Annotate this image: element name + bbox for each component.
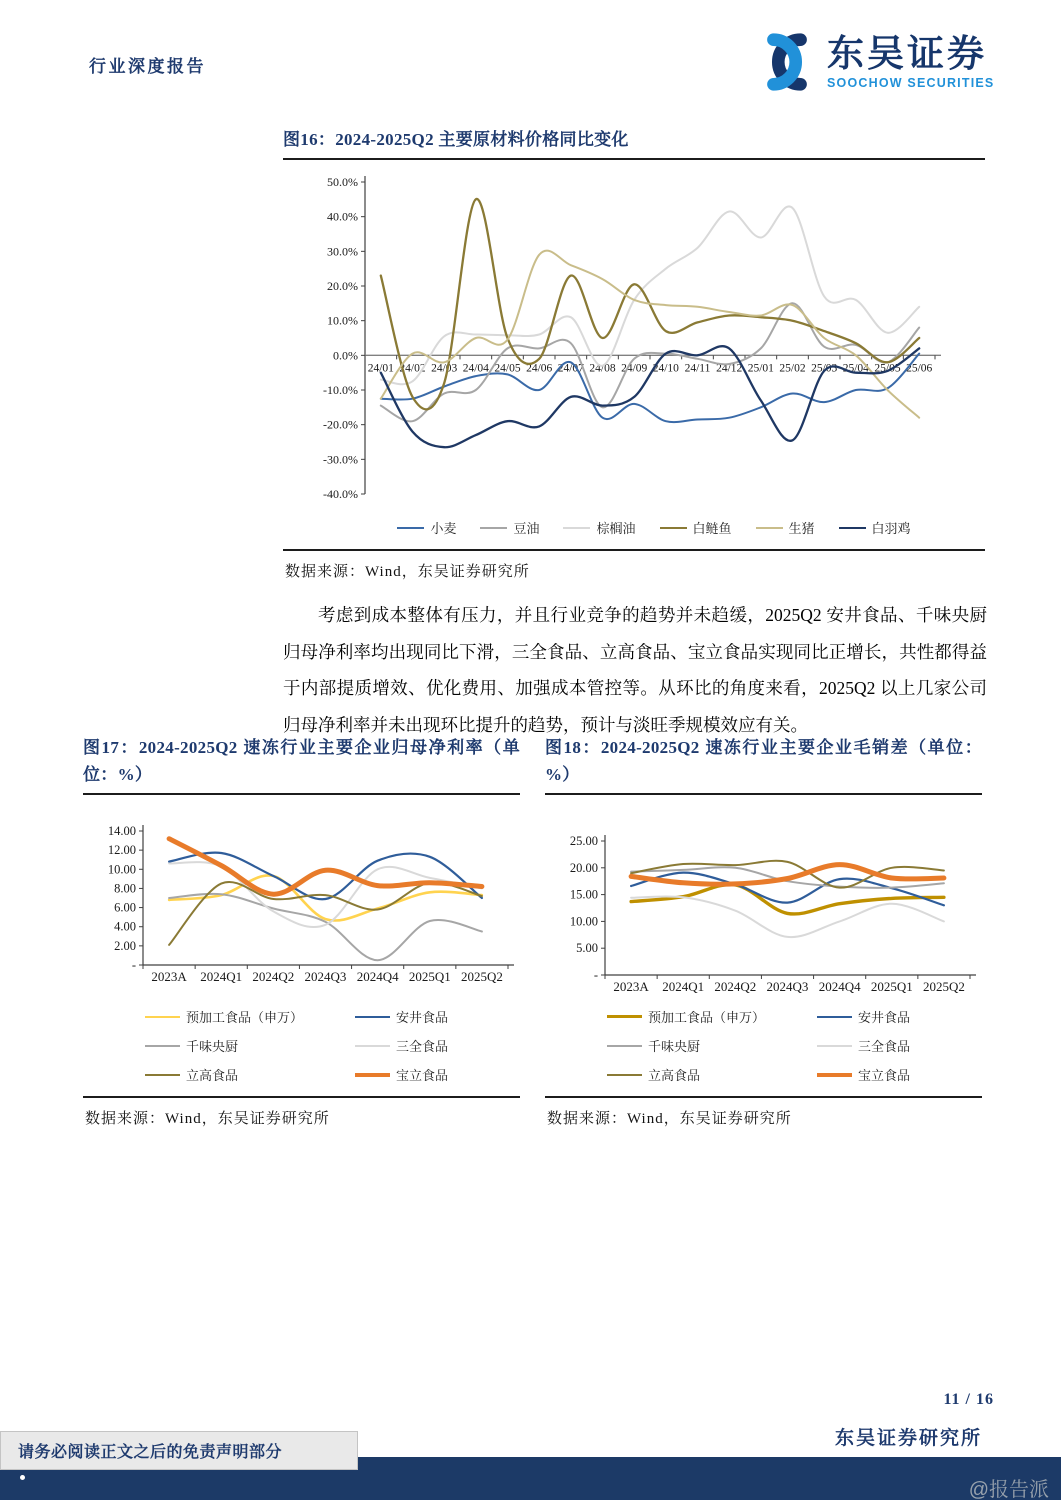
x-tick-label: 24/11 — [684, 362, 711, 375]
y-tick-label: 4.00 — [114, 919, 136, 934]
legend-item — [480, 518, 539, 537]
x-tick-label: 24/08 — [589, 362, 616, 375]
legend-item — [145, 1036, 355, 1055]
y-tick-label: 10.00 — [107, 862, 136, 877]
legend-item — [817, 1036, 982, 1055]
series-line-1 — [381, 303, 919, 421]
y-tick-label: -30.0% — [323, 452, 358, 467]
figure17-source: 数据来源：Wind，东吴证券研究所 — [85, 1111, 330, 1127]
y-tick-label: 15.00 — [569, 887, 598, 902]
footer-institute: 东吴证券研究所 — [834, 1428, 982, 1449]
y-tick-label: 10.0% — [327, 313, 358, 328]
x-tick-label: 25/02 — [779, 362, 806, 375]
legend-swatch — [756, 527, 783, 529]
figure17-legend — [83, 1007, 520, 1084]
figure16-top-rule — [283, 158, 985, 160]
figure16-legend — [323, 518, 985, 537]
figure-17 — [83, 734, 520, 1138]
y-tick-label: 20.00 — [569, 860, 598, 875]
legend-item — [607, 1007, 817, 1026]
figure16-title: 图16：2024-2025Q2 主要原材料价格同比变化 — [283, 130, 629, 149]
legend-swatch — [607, 1015, 642, 1018]
y-tick-label: 30.0% — [327, 244, 358, 259]
legend-label: 安井食品 — [396, 1010, 449, 1025]
legend-swatch — [607, 1045, 642, 1047]
y-tick-label: 2.00 — [114, 938, 136, 953]
x-tick-label: 2024Q3 — [766, 979, 809, 994]
x-tick-label: 25/04 — [842, 362, 869, 375]
legend-label: 生猪 — [788, 521, 815, 536]
legend-swatch — [817, 1045, 852, 1047]
x-tick-label: 24/12 — [716, 362, 743, 375]
legend-item — [355, 1065, 520, 1084]
legend-swatch — [355, 1045, 390, 1047]
legend-label: 安井食品 — [858, 1010, 911, 1025]
y-tick-label: -20.0% — [323, 417, 358, 432]
brand-logo-text — [827, 34, 994, 91]
legend-label: 三全食品 — [396, 1039, 449, 1054]
x-tick-label: 2024Q4 — [818, 979, 861, 994]
figure18-title: 图18：2024-2025Q2 速冻行业主要企业毛销差（单位：%） — [545, 738, 982, 784]
y-tick-label: 25.00 — [569, 834, 598, 848]
legend-item — [660, 518, 732, 537]
x-tick-label: 25/06 — [906, 362, 933, 375]
legend-label: 预加工食品（申万） — [186, 1010, 304, 1025]
legend-swatch — [355, 1073, 390, 1077]
x-tick-label: 2025Q1 — [870, 979, 913, 994]
y-tick-label: 14.00 — [107, 824, 136, 838]
legend-swatch — [607, 1074, 642, 1076]
legend-item — [355, 1007, 520, 1026]
legend-swatch — [817, 1016, 852, 1018]
y-tick-label: 12.00 — [107, 843, 136, 858]
legend-item — [756, 518, 815, 537]
brand-name-cn: 东吴证券 — [827, 33, 987, 75]
figure18-top-rule — [545, 793, 982, 795]
y-tick-label: 5.00 — [576, 941, 598, 956]
x-tick-label: 24/10 — [652, 362, 679, 375]
legend-label: 宝立食品 — [858, 1068, 911, 1083]
x-tick-label: 2024Q3 — [304, 969, 347, 984]
legend-swatch — [480, 527, 507, 529]
x-tick-label: 24/03 — [431, 362, 458, 375]
x-tick-label: 2023A — [151, 969, 187, 984]
x-tick-label: 2023A — [613, 979, 649, 994]
x-tick-label: 2024Q2 — [714, 979, 757, 994]
body-paragraph: 考虑到成本整体有压力，并且行业竞争的趋势并未趋缓，2025Q2 安井食品、千味央厨归母净利率均出现同比下滑，三全食品、立高食品、宝立食品实现同比正增长，共性都得益于内部提质增效、优化费用、加强成本管控等。从环比的角度来看，2025Q2 以上几家公司归母净利率并未出现环比提升的趋势，预计与淡旺季规模效应有关。 — [283, 605, 987, 735]
figure17-top-rule — [83, 793, 520, 795]
x-tick-label: 24/05 — [494, 362, 521, 375]
legend-label: 豆油 — [513, 521, 540, 536]
legend-item — [397, 518, 456, 537]
x-tick-label: 2025Q2 — [922, 979, 965, 994]
legend-swatch — [145, 1074, 180, 1076]
legend-label: 三全食品 — [858, 1039, 911, 1054]
watermark: @报告派 — [968, 1479, 1049, 1501]
x-tick-label: 24/01 — [367, 362, 394, 375]
legend-swatch — [355, 1016, 390, 1018]
legend-swatch — [817, 1073, 852, 1077]
y-tick-label: 50.0% — [327, 175, 358, 189]
report-type-label: 行业深度报告 — [89, 57, 206, 76]
legend-item — [145, 1065, 355, 1084]
figure-18 — [545, 734, 982, 1138]
figure17-chart — [83, 813, 520, 1003]
x-tick-label: 25/03 — [811, 362, 838, 375]
legend-label: 宝立食品 — [396, 1068, 449, 1083]
figure18-legend — [545, 1007, 982, 1084]
legend-item — [563, 518, 635, 537]
y-tick-label: 6.00 — [114, 900, 136, 915]
x-tick-label: 24/07 — [557, 362, 584, 375]
brand-name-en: SOOCHOW SECURITIES — [827, 76, 995, 91]
legend-label: 白鲢鱼 — [692, 521, 732, 536]
y-tick-label: 8.00 — [114, 881, 136, 896]
x-tick-label: 2024Q4 — [356, 969, 399, 984]
x-tick-label: 24/06 — [526, 362, 553, 375]
legend-item — [817, 1007, 982, 1026]
y-tick-label: 10.00 — [569, 914, 598, 929]
fig18-plot — [545, 813, 982, 1003]
legend-item — [839, 518, 911, 537]
legend-label: 棕榈油 — [596, 521, 636, 536]
legend-swatch — [839, 527, 866, 529]
legend-swatch — [145, 1045, 180, 1047]
legend-swatch — [397, 527, 424, 529]
disclaimer-text: 请务必阅读正文之后的免责声明部分 — [18, 1444, 283, 1461]
x-tick-label: 2024Q1 — [662, 979, 705, 994]
y-tick-label: - — [593, 968, 598, 982]
series-line-2 — [169, 894, 482, 960]
legend-label: 预加工食品（申万） — [648, 1010, 766, 1025]
y-tick-label: - — [131, 958, 136, 972]
legend-swatch — [145, 1016, 180, 1018]
figure18-chart — [545, 813, 982, 1003]
series-line-0 — [381, 354, 919, 423]
legend-label: 立高食品 — [186, 1068, 239, 1083]
x-tick-label: 25/01 — [747, 362, 774, 375]
legend-label: 立高食品 — [648, 1068, 701, 1083]
x-tick-label: 24/09 — [621, 362, 648, 375]
legend-label: 白羽鸡 — [871, 521, 911, 536]
legend-item — [817, 1065, 982, 1084]
figure18-source: 数据来源：Wind，东吴证券研究所 — [547, 1111, 792, 1127]
brand-logo — [756, 31, 994, 93]
y-tick-label: 20.0% — [327, 279, 358, 293]
x-tick-label: 25/05 — [874, 362, 901, 375]
bullet-dot — [20, 1475, 25, 1480]
page-indicator: 11 / 16 — [943, 1391, 994, 1408]
legend-label: 小麦 — [430, 521, 457, 536]
figure-16 — [283, 126, 985, 591]
legend-item — [607, 1065, 817, 1084]
x-tick-label: 24/04 — [462, 362, 489, 375]
x-tick-label: 24/02 — [399, 362, 426, 375]
y-tick-label: -40.0% — [323, 487, 358, 501]
legend-label: 千味央厨 — [186, 1039, 239, 1054]
y-tick-label: 40.0% — [327, 209, 358, 224]
legend-swatch — [660, 527, 687, 529]
y-tick-label: -10.0% — [323, 383, 358, 397]
x-tick-label: 2024Q2 — [252, 969, 295, 984]
legend-item — [145, 1007, 355, 1026]
x-tick-label: 2025Q1 — [408, 969, 451, 984]
figure16-source: 数据来源：Wind，东吴证券研究所 — [285, 564, 530, 580]
x-tick-label: 2025Q2 — [460, 969, 503, 984]
y-tick-label: 0.0% — [333, 348, 358, 363]
figure17-title: 图17：2024-2025Q2 速冻行业主要企业归母净利率（单位：%） — [83, 738, 520, 784]
legend-swatch — [563, 527, 590, 529]
fig17-plot — [83, 813, 520, 1003]
disclaimer-box — [0, 1431, 358, 1470]
legend-label: 千味央厨 — [648, 1039, 701, 1054]
fig16-plot — [283, 162, 985, 510]
x-tick-label: 2024Q1 — [200, 969, 243, 984]
legend-item — [355, 1036, 520, 1055]
brand-logo-icon — [756, 31, 818, 93]
figure16-chart — [283, 162, 985, 510]
legend-item — [607, 1036, 817, 1055]
